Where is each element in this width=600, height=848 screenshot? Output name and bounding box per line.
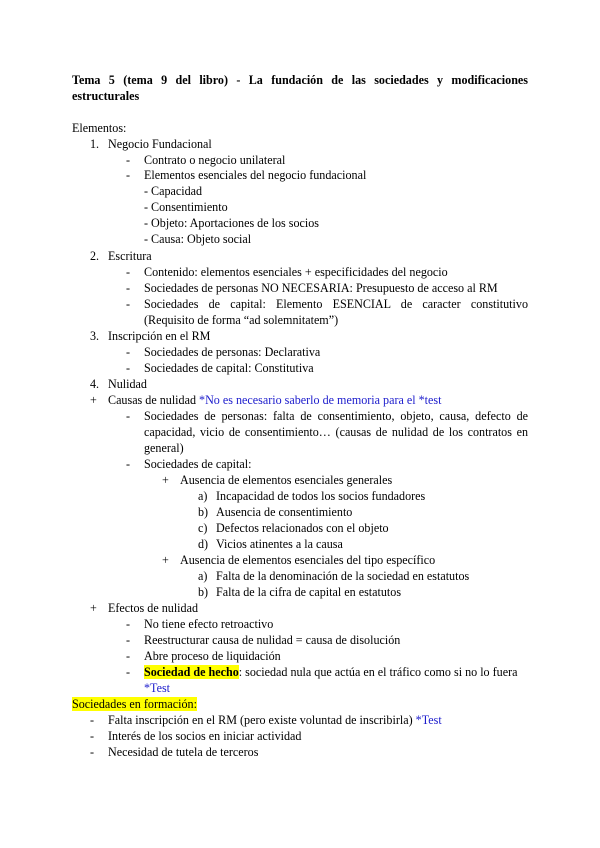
- sec2-item-1: Contenido: elementos esenciales + especificidades del negocio: [144, 265, 448, 279]
- title-line-2: estructurales: [72, 89, 140, 103]
- sec1-item-1: Contrato o negocio unilateral: [144, 153, 286, 167]
- dash: -: [126, 457, 131, 471]
- num-3: 3.: [90, 329, 100, 343]
- efectos-nulidad: Efectos de nulidad: [108, 601, 199, 615]
- dash: -: [126, 345, 131, 359]
- especifico-b: Falta de la cifra de capital en estatutos: [216, 585, 402, 599]
- causas-note: *No es necesario saberlo de memoria para el *test: [199, 393, 442, 407]
- generales-d: Vicios atinentes a la causa: [216, 537, 343, 551]
- dash: -: [126, 665, 131, 679]
- causas-capital: Sociedades de capital:: [144, 457, 252, 471]
- generales-b: Ausencia de consentimiento: [216, 505, 353, 519]
- sec1-item-2: Elementos esenciales del negocio fundacional: [144, 168, 367, 182]
- dash: -: [90, 713, 95, 727]
- sec2-item-2: Sociedades de personas NO NECESARIA: Presupuesto de acceso al RM: [144, 281, 498, 295]
- title-line-1: Tema 5 (tema 9 del libro) - La fundación de las sociedades y modificaciones: [72, 73, 528, 87]
- dash: -: [126, 297, 131, 311]
- sec4-title: Nulidad: [108, 377, 147, 391]
- dash: -: [126, 281, 131, 295]
- efecto-2: Reestructurar causa de nulidad = causa de disolución: [144, 633, 401, 647]
- generales-c: Defectos relacionados con el objeto: [216, 521, 389, 535]
- causas-label: Causas de nulidad: [108, 393, 196, 407]
- generales-a: Incapacidad de todos los socios fundadores: [216, 489, 426, 503]
- marker-a: a): [198, 569, 208, 583]
- num-2: 2.: [90, 249, 100, 263]
- dash: -: [126, 409, 131, 423]
- page-title: [72, 72, 528, 104]
- formacion-item-1: [108, 713, 442, 728]
- dash: -: [126, 265, 131, 279]
- sec2-title: Escritura: [108, 249, 152, 263]
- sec2-item-3-line-1: Sociedades de capital: Elemento ESENCIAL de caracter constitutivo: [144, 297, 528, 311]
- plus: +: [90, 393, 97, 407]
- efecto-4-text: : sociedad nula que actúa en el tráfico como si no lo fuera: [238, 665, 518, 679]
- dash: -: [90, 729, 95, 743]
- causas-personas: [144, 408, 528, 456]
- dash: -: [126, 361, 131, 375]
- elementos-heading: Elementos:: [72, 121, 127, 135]
- formacion-item-1-test: *Test: [415, 713, 442, 727]
- marker-b: b): [198, 505, 209, 519]
- ausencia-generales: Ausencia de elementos esenciales generales: [180, 473, 393, 487]
- num-4: 4.: [90, 377, 100, 391]
- formacion-item-1-text: Falta inscripción en el RM (pero existe voluntad de inscribirla): [108, 713, 413, 727]
- formacion-heading: [72, 697, 197, 712]
- ausencia-especifico: Ausencia de elementos esenciales del tipo específico: [180, 553, 436, 567]
- sec2-item-3-line-2: (Requisito de forma “ad solemnitatem”): [144, 313, 339, 327]
- sec1-title: Negocio Fundacional: [108, 137, 212, 151]
- sec1-sub-1: - Capacidad: [144, 184, 203, 198]
- formacion-heading-text: Sociedades en formación:: [72, 697, 197, 711]
- dash: -: [126, 649, 131, 663]
- marker-d: d): [198, 537, 209, 551]
- sec3-item-1: Sociedades de personas: Declarativa: [144, 345, 321, 359]
- marker-c: c): [198, 521, 208, 535]
- efecto-4: [144, 665, 517, 680]
- formacion-item-2: Interés de los socios en iniciar actividad: [108, 729, 302, 743]
- efecto-3: Abre proceso de liquidación: [144, 649, 281, 663]
- plus: +: [162, 553, 169, 567]
- plus: +: [162, 473, 169, 487]
- marker-a: a): [198, 489, 208, 503]
- efecto-4-test: *Test: [144, 681, 171, 695]
- dash: -: [90, 745, 95, 759]
- dash: -: [126, 633, 131, 647]
- num-1: 1.: [90, 137, 100, 151]
- plus: +: [90, 601, 97, 615]
- sec3-item-2: Sociedades de capital: Constitutiva: [144, 361, 314, 375]
- marker-b: b): [198, 585, 209, 599]
- dash: -: [126, 153, 131, 167]
- personas-line-2: capacidad, vicio de consentimiento… (causas de nulidad de los contratos en: [144, 425, 528, 439]
- especifico-a: Falta de la denominación de la sociedad en estatutos: [216, 569, 470, 583]
- personas-line-3: general): [144, 441, 184, 455]
- efecto-1: No tiene efecto retroactivo: [144, 617, 274, 631]
- sociedad-de-hecho: Sociedad de hecho: [144, 665, 239, 679]
- causas-nulidad: [108, 393, 441, 408]
- sec3-title: Inscripción en el RM: [108, 329, 211, 343]
- sec1-sub-3: - Objeto: Aportaciones de los socios: [144, 216, 319, 230]
- personas-line-1: Sociedades de personas: falta de consentimiento, objeto, causa, defecto de: [144, 409, 528, 423]
- sec1-sub-4: - Causa: Objeto social: [144, 232, 252, 246]
- sec2-item-3: [144, 296, 528, 328]
- sec1-sub-2: - Consentimiento: [144, 200, 228, 214]
- formacion-item-3: Necesidad de tutela de terceros: [108, 745, 259, 759]
- dash: -: [126, 617, 131, 631]
- dash: -: [126, 168, 131, 182]
